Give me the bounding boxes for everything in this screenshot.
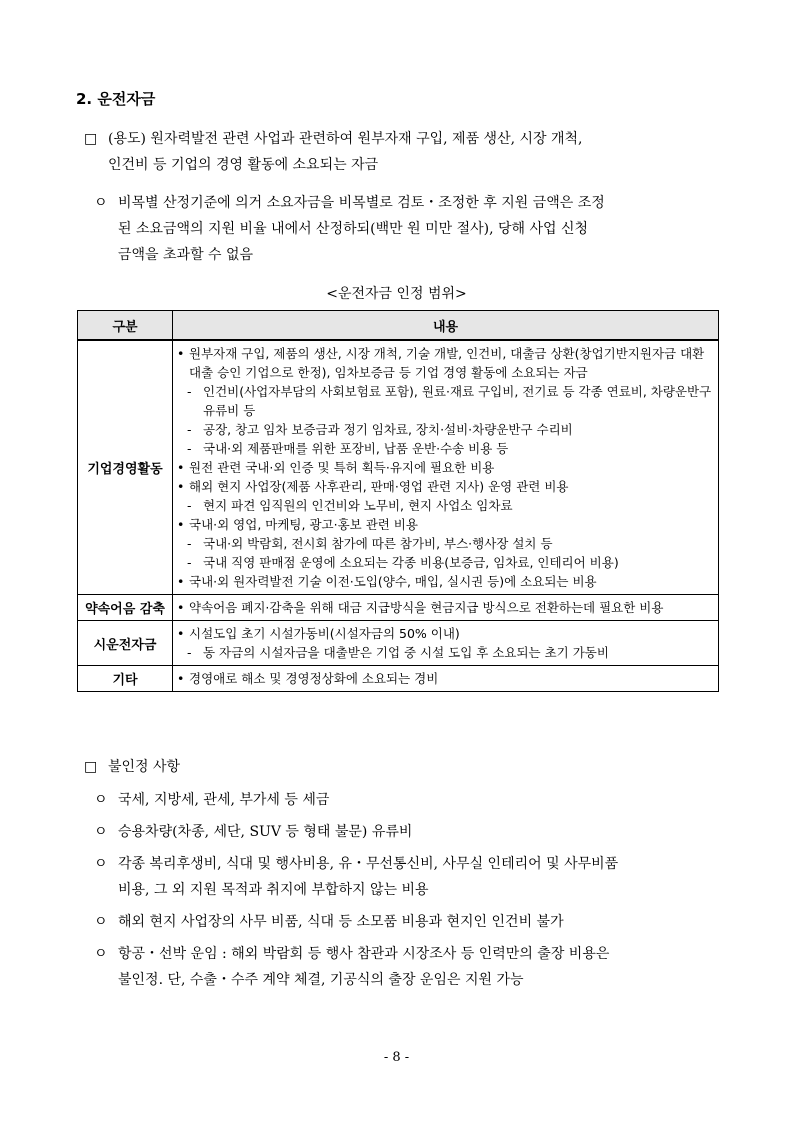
table-caption: <운전자금 인정 범위> [326, 286, 467, 302]
list-item: - 동 자금의 시설자금을 대출받은 기업 중 시설 도입 후 소요되는 초기 가동비 [187, 645, 609, 660]
row-content [173, 340, 719, 595]
exclusion-marker: ㅇ [94, 914, 108, 930]
table-row [78, 621, 719, 666]
exclusion-item-continued: 불인정. 단, 수출・수주 계약 체결, 기공식의 출장 운임은 지원 가능 [118, 972, 524, 988]
row-category: 시운전자금 [78, 621, 173, 666]
criteria-line-2: 된 소요금액의 지원 비율 내에서 산정하되(백만 원 미만 절사), 당해 사업 신청 [118, 221, 589, 237]
exclusion-item-continued: 비용, 그 외 지원 목적과 취지에 부합하지 않는 비용 [118, 882, 429, 898]
list-item: • 시설도입 초기 시설가동비(시설자금의 50% 이내) [177, 626, 460, 641]
criteria-marker: ㅇ [94, 195, 108, 211]
list-item: - 국내·외 박람회, 전시회 참가에 따른 참가비, 부스·행사장 설치 등 [187, 536, 553, 551]
exclusion-marker: ㅇ [94, 824, 108, 840]
list-item: - 국내·외 제품판매를 위한 포장비, 납품 운반·수송 비용 등 [187, 441, 509, 456]
table-header-row [78, 311, 719, 341]
exclusion-marker: ㅇ [94, 856, 108, 872]
purpose-marker: □ [84, 131, 98, 147]
row-category: 기타 [78, 666, 173, 692]
row-category: 약속어음 감축 [78, 595, 173, 621]
exclusion-item: 해외 현지 사업장의 사무 비품, 식대 등 소모품 비용과 현지인 인건비 불가 [118, 914, 564, 930]
list-item: - 현지 파견 임직원의 인건비와 노무비, 현지 사업소 임차료 [187, 498, 513, 513]
criteria-line-3: 금액을 초과할 수 없음 [118, 247, 254, 263]
exclusion-item: 승용차량(차종, 세단, SUV 등 형태 불문) 유류비 [118, 824, 413, 840]
page-number: - 8 - [383, 1050, 410, 1065]
list-item: • 경영애로 해소 및 경영정상화에 소요되는 경비 [177, 671, 439, 686]
exclusion-marker: ㅇ [94, 792, 108, 808]
list-item: - 공장, 창고 임차 보증금과 정기 임차료, 장치·설비·차량운반구 수리비 [187, 422, 573, 437]
table-row [78, 666, 719, 692]
header-content: 내용 [173, 311, 719, 341]
exclusions-marker: □ [84, 759, 98, 775]
exclusions-title: 불인정 사항 [108, 759, 181, 775]
list-item: - 국내 직영 판매점 운영에 소요되는 각종 비용(보증금, 임차료, 인테리어 비용) [187, 555, 619, 570]
list-item: • 약속어음 폐지·감축을 위해 대금 지급방식을 현금지급 방식으로 전환하는데 필요한 비용 [177, 600, 664, 615]
exclusion-item: 항공・선박 운임 : 해외 박람회 등 행사 참관과 시장조사 등 인력만의 출장 비용은 [118, 946, 610, 962]
table-row [78, 340, 719, 595]
header-category: 구분 [78, 311, 173, 341]
row-content [173, 666, 719, 692]
row-content [173, 621, 719, 666]
table-row [78, 595, 719, 621]
exclusion-item: 각종 복리후생비, 식대 및 행사비용, 유・무선통신비, 사무실 인테리어 및 사무비품 [118, 856, 619, 872]
exclusion-item: 국세, 지방세, 관세, 부가세 등 세금 [118, 792, 330, 808]
section-title: 2. 운전자금 [76, 90, 156, 108]
row-category: 기업경영활동 [78, 340, 173, 595]
list-item: - 인건비(사업자부담의 사회보험료 포함), 원료·재료 구입비, 전기료 등 각종 연료비, 차량운반구 유류비 등 [187, 384, 712, 418]
list-item: • 원부자재 구입, 제품의 생산, 시장 개척, 기술 개발, 인건비, 대출금 상환(창업기반지원자금 대환대출 승인 기업으로 한정), 임차보증금 등 기업 경영 활동에 소요되는 자금 [177, 346, 705, 380]
list-item: • 원전 관련 국내·외 인증 및 특허 획득·유지에 필요한 비용 [177, 460, 495, 475]
list-item: • 해외 현지 사업장(제품 사후관리, 판매·영업 관련 지사) 운영 관련 비용 [177, 479, 569, 494]
list-item: • 국내·외 영업, 마케팅, 광고·홍보 관련 비용 [177, 517, 418, 532]
exclusion-marker: ㅇ [94, 946, 108, 962]
criteria-line-1: 비목별 산정기준에 의거 소요자금을 비목별로 검토・조정한 후 지원 금액은 조정 [118, 195, 605, 211]
purpose-line-1: (용도) 원자력발전 관련 사업과 관련하여 원부자재 구입, 제품 생산, 시장 개척, [108, 131, 583, 147]
purpose-line-2: 인건비 등 기업의 경영 활동에 소요되는 자금 [108, 157, 379, 173]
row-content [173, 595, 719, 621]
list-item: • 국내·외 원자력발전 기술 이전·도입(양수, 매입, 실시권 등)에 소요되는 비용 [177, 574, 597, 589]
working-capital-table [77, 310, 719, 692]
